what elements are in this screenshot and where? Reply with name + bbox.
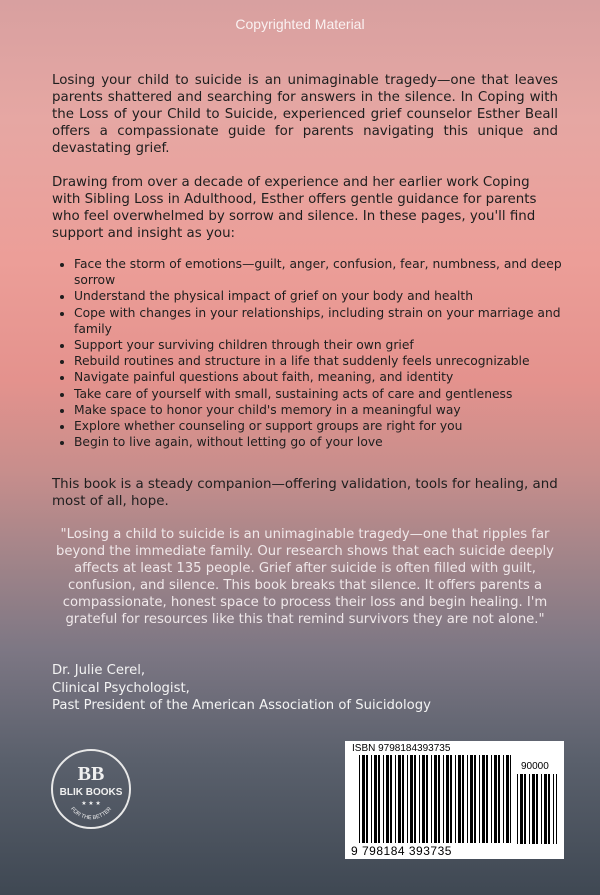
barcode-bar xyxy=(419,755,420,843)
barcode-bar xyxy=(359,755,360,843)
bullet-item: • Face the storm of emotions—guilt, anger, confusion, fear, numbness, and deep sorrow xyxy=(74,256,574,288)
isbn-label: ISBN 9798184393735 xyxy=(352,743,451,754)
watermark: Copyrighted Material xyxy=(235,16,365,32)
barcode-bar xyxy=(450,755,452,843)
barcode-bar xyxy=(491,755,492,843)
barcode-bar xyxy=(494,755,497,843)
barcode-bar xyxy=(474,755,476,843)
barcode-bar xyxy=(422,755,425,843)
endorser-title: Clinical Psychologist, xyxy=(52,680,190,696)
barcode-bar xyxy=(434,755,437,843)
barcode-bar xyxy=(503,755,504,843)
bullet-item: • Support your surviving children through their own grief xyxy=(74,337,574,353)
barcode-bar xyxy=(362,755,365,843)
bullet-item: • Explore whether counseling or support groups are right for you xyxy=(74,418,574,434)
barcode-bar xyxy=(366,755,368,843)
barcode-bar xyxy=(383,755,384,843)
endorser-name: Dr. Julie Cerel, xyxy=(52,663,146,678)
barcode-bar xyxy=(524,774,526,844)
logo-stars: ★ ★ ★ xyxy=(81,801,101,807)
barcode-bar xyxy=(402,755,404,843)
barcode-bar xyxy=(553,774,554,844)
barcode-bar xyxy=(510,755,511,843)
ean-barcode xyxy=(359,755,511,843)
barcode-bar xyxy=(414,755,416,843)
bullet-list xyxy=(60,256,574,450)
barcode-bar xyxy=(398,755,401,843)
barcode-bar xyxy=(395,755,396,843)
barcode-bar xyxy=(431,755,432,843)
barcode-bar xyxy=(410,755,413,843)
addon-barcode xyxy=(517,774,557,844)
barcode-bar xyxy=(556,774,557,844)
barcode-bar xyxy=(529,774,530,844)
barcode-bar xyxy=(536,774,538,844)
barcode-bar xyxy=(479,755,480,843)
barcode-bar xyxy=(390,755,392,843)
bullet-item: • Navigate painful questions about faith, meaning, and identity xyxy=(74,369,574,385)
second-paragraph: Drawing from over a decade of experience and her earlier work Coping with Sibling Loss in Adulthood, Esther offers gentle guidance for parents who feel overwhelmed by sorrow and silence. In these pages, you'll find support and insight as you: xyxy=(52,175,537,241)
barcode-bar xyxy=(482,755,485,843)
barcode-bar xyxy=(458,755,461,843)
barcode-bar xyxy=(455,755,456,843)
bullet-item: • Cope with changes in your relationships, including strain on your marriage and family xyxy=(74,305,574,337)
barcode-bar xyxy=(467,755,468,843)
barcode-bar xyxy=(506,755,509,843)
bullet-item: • Begin to live again, without letting go of your love xyxy=(74,434,574,450)
publisher-logo-icon xyxy=(50,748,132,830)
barcode-bar xyxy=(532,774,535,844)
bullet-item: • Rebuild routines and structure in a life that suddenly feels unrecognizable xyxy=(74,353,574,369)
endorsement-quote: "Losing a child to suicide is an unimaginable tragedy—one that ripples far beyond the immediate family. Our research shows that each suicide deeply affects at least 135 people. Grief after suicide is often filled with guilt, confusion, and silence. This book breaks that silence. It offers parents a compassionate, honest space to process their loss and begin healing. I'm grateful for resources like this that remind survivors they are not alone." xyxy=(55,527,554,627)
barcode-bar xyxy=(443,755,444,843)
barcode-bar xyxy=(498,755,500,843)
barcode-bar xyxy=(371,755,372,843)
barcode-bar xyxy=(520,774,523,844)
bullet-item: • Understand the physical impact of grief on your body and health xyxy=(74,288,574,304)
barcode-bar xyxy=(548,774,550,844)
logo-name: BLIK BOOKS xyxy=(59,787,123,798)
closing-paragraph: This book is a steady companion—offering validation, tools for healing, and most of all, hope. xyxy=(52,477,558,509)
barcode-bar xyxy=(544,774,547,844)
barcode-bar xyxy=(407,755,408,843)
endorser-role: Past President of the American Association of Suicidology xyxy=(52,698,431,713)
barcode-bar xyxy=(374,755,377,843)
logo-tagline: FOR THE BETTER xyxy=(69,806,113,822)
endorsement-attribution xyxy=(52,662,431,715)
barcode-bar xyxy=(426,755,428,843)
barcode-bar xyxy=(470,755,473,843)
bullet-item: • Take care of yourself with small, sustaining acts of care and gentleness xyxy=(74,386,574,402)
intro-paragraph: Losing your child to suicide is an unimaginable tragedy—one that leaves parents shattered and searching for answers in the silence. In Coping with the Loss of your Child to Suicide, experienced grief counselor Esther Beall offers a compassionate guide for parents navigating this unique and devastating grief. xyxy=(52,73,558,156)
barcode-bar xyxy=(438,755,440,843)
blik-books-logo xyxy=(50,748,132,830)
barcode-bar xyxy=(462,755,464,843)
barcode-bar xyxy=(446,755,449,843)
price-addon: 90000 xyxy=(521,761,549,772)
bullet-item: • Make space to honor your child's memory in a meaningful way xyxy=(74,402,574,418)
barcode-area xyxy=(345,741,564,859)
barcode-bar xyxy=(386,755,389,843)
barcode-bar xyxy=(517,774,518,844)
barcode-bar xyxy=(486,755,488,843)
barcode-digits: 9 798184 393735 xyxy=(351,844,452,858)
barcode-bar xyxy=(541,774,542,844)
barcode-bar xyxy=(378,755,380,843)
logo-monogram: BB xyxy=(77,763,105,785)
